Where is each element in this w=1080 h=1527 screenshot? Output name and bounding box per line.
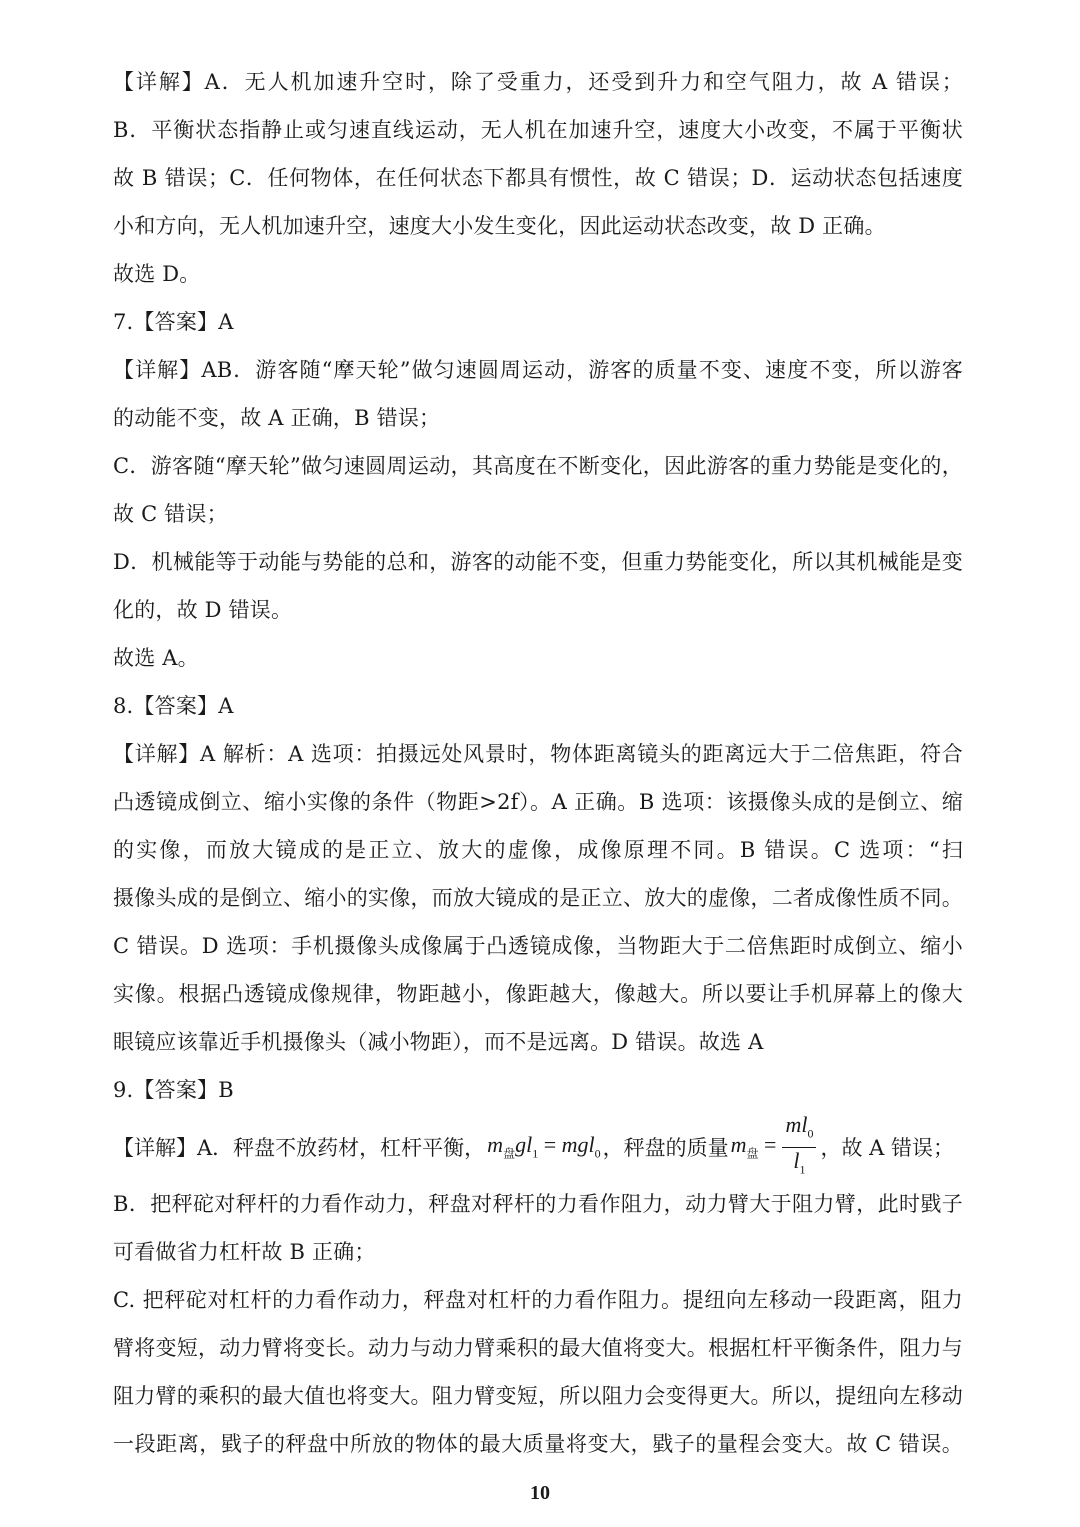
formula-text-after: ，故 A 错误； bbox=[820, 1136, 954, 1160]
text-line: 眼镜应该靠近手机摄像头（减小物距），而不是远离。D 错误。故选 A bbox=[113, 1030, 764, 1054]
fraction-denominator: $l_1$ bbox=[793, 1147, 806, 1176]
text-line: 臂将变短，动力臂将变长。动力与动力臂乘积的最大值将变大。根据杠杆平衡条件，阻力与 bbox=[113, 1336, 963, 1360]
formula-line bbox=[113, 1114, 963, 1180]
text-line: B．平衡状态指静止或匀速直线运动，无人机在加速升空，速度大小改变，不属于平衡状 bbox=[113, 118, 963, 142]
formula-text-before: 【详解】A．秤盘不放药材，杠杆平衡， bbox=[113, 1136, 486, 1160]
text-line: 的实像，而放大镜成的是正立、放大的虚像，成像原理不同。B 错误。C 选项：“扫 bbox=[113, 838, 963, 862]
equation-mass-lhs: $m_盘$ = bbox=[730, 1132, 777, 1161]
equation-balance: $m_盘gl_1 = mgl_0$ bbox=[487, 1132, 601, 1161]
document-body bbox=[113, 58, 963, 1468]
text-line: 故选 D。 bbox=[113, 262, 201, 286]
text-line: 【详解】A 解析：A 选项：拍摄远处风景时，物体距离镜头的距离远大于二倍焦距，符合 bbox=[113, 742, 963, 766]
formula-text-middle: ，秤盘的质量 bbox=[602, 1136, 729, 1160]
text-line: 一段距离，戥子的秤盘中所放的物体的最大质量将变大，戥子的量程会变大。故 C 错误。 bbox=[113, 1432, 963, 1456]
text-line: C．游客随“摩天轮”做匀速圆周运动，其高度在不断变化，因此游客的重力势能是变化的， bbox=[113, 454, 963, 478]
text-line: 小和方向，无人机加速升空，速度大小发生变化，因此运动状态改变，故 D 正确。 bbox=[113, 214, 886, 238]
text-line: 阻力臂的乘积的最大值也将变大。阻力臂变短，所以阻力会变得更大。所以，提纽向左移动 bbox=[113, 1384, 963, 1408]
text-line: 故选 A。 bbox=[113, 646, 199, 670]
text-line: C. 把秤砣对杠杆的力看作动力，秤盘对杠杆的力看作阻力。提纽向左移动一段距离，阻力 bbox=[113, 1288, 963, 1312]
text-line: 的动能不变，故 A 正确，B 错误； bbox=[113, 406, 441, 430]
page-number: 10 bbox=[530, 1482, 550, 1504]
answer-heading: 9.【答案】B bbox=[113, 1078, 234, 1102]
answer-heading: 7.【答案】A bbox=[113, 310, 234, 334]
fraction-numerator: $ml_0$ bbox=[782, 1112, 816, 1147]
answer-heading: 8.【答案】A bbox=[113, 694, 234, 718]
text-line: 实像。根据凸透镜成像规律，物距越小，像距越大，像越大。所以要让手机屏幕上的像大 bbox=[113, 982, 963, 1006]
text-line: 【详解】AB．游客随“摩天轮”做匀速圆周运动，游客的质量不变、速度不变，所以游客 bbox=[113, 358, 963, 382]
text-line: 【详解】A．无人机加速升空时，除了受重力，还受到升力和空气阻力，故 A 错误； bbox=[113, 70, 963, 94]
text-line: 化的，故 D 错误。 bbox=[113, 598, 293, 622]
mass-fraction bbox=[782, 1112, 816, 1182]
text-line: 可看做省力杠杆故 B 正确； bbox=[113, 1240, 376, 1264]
text-line: 摄像头成的是倒立、缩小的实像，而放大镜成的是正立、放大的虚像，二者成像性质不同。 bbox=[113, 886, 963, 910]
text-line: 凸透镜成倒立、缩小实像的条件（物距>2f）。A 正确。B 选项：该摄像头成的是倒立、缩 bbox=[113, 790, 963, 814]
text-line: B．把秤砣对秤杆的力看作动力，秤盘对秤杆的力看作阻力，动力臂大于阻力臂，此时戥子 bbox=[113, 1192, 963, 1216]
text-line: D．机械能等于动能与势能的总和，游客的动能不变，但重力势能变化，所以其机械能是变 bbox=[113, 550, 963, 574]
text-line: 故 C 错误； bbox=[113, 502, 228, 526]
text-line: 故 B 错误；C．任何物体，在任何状态下都具有惯性，故 C 错误；D．运动状态包括速度 bbox=[113, 166, 963, 190]
text-line: C 错误。D 选项：手机摄像头成像属于凸透镜成像，当物距大于二倍焦距时成倒立、缩小 bbox=[113, 934, 963, 958]
